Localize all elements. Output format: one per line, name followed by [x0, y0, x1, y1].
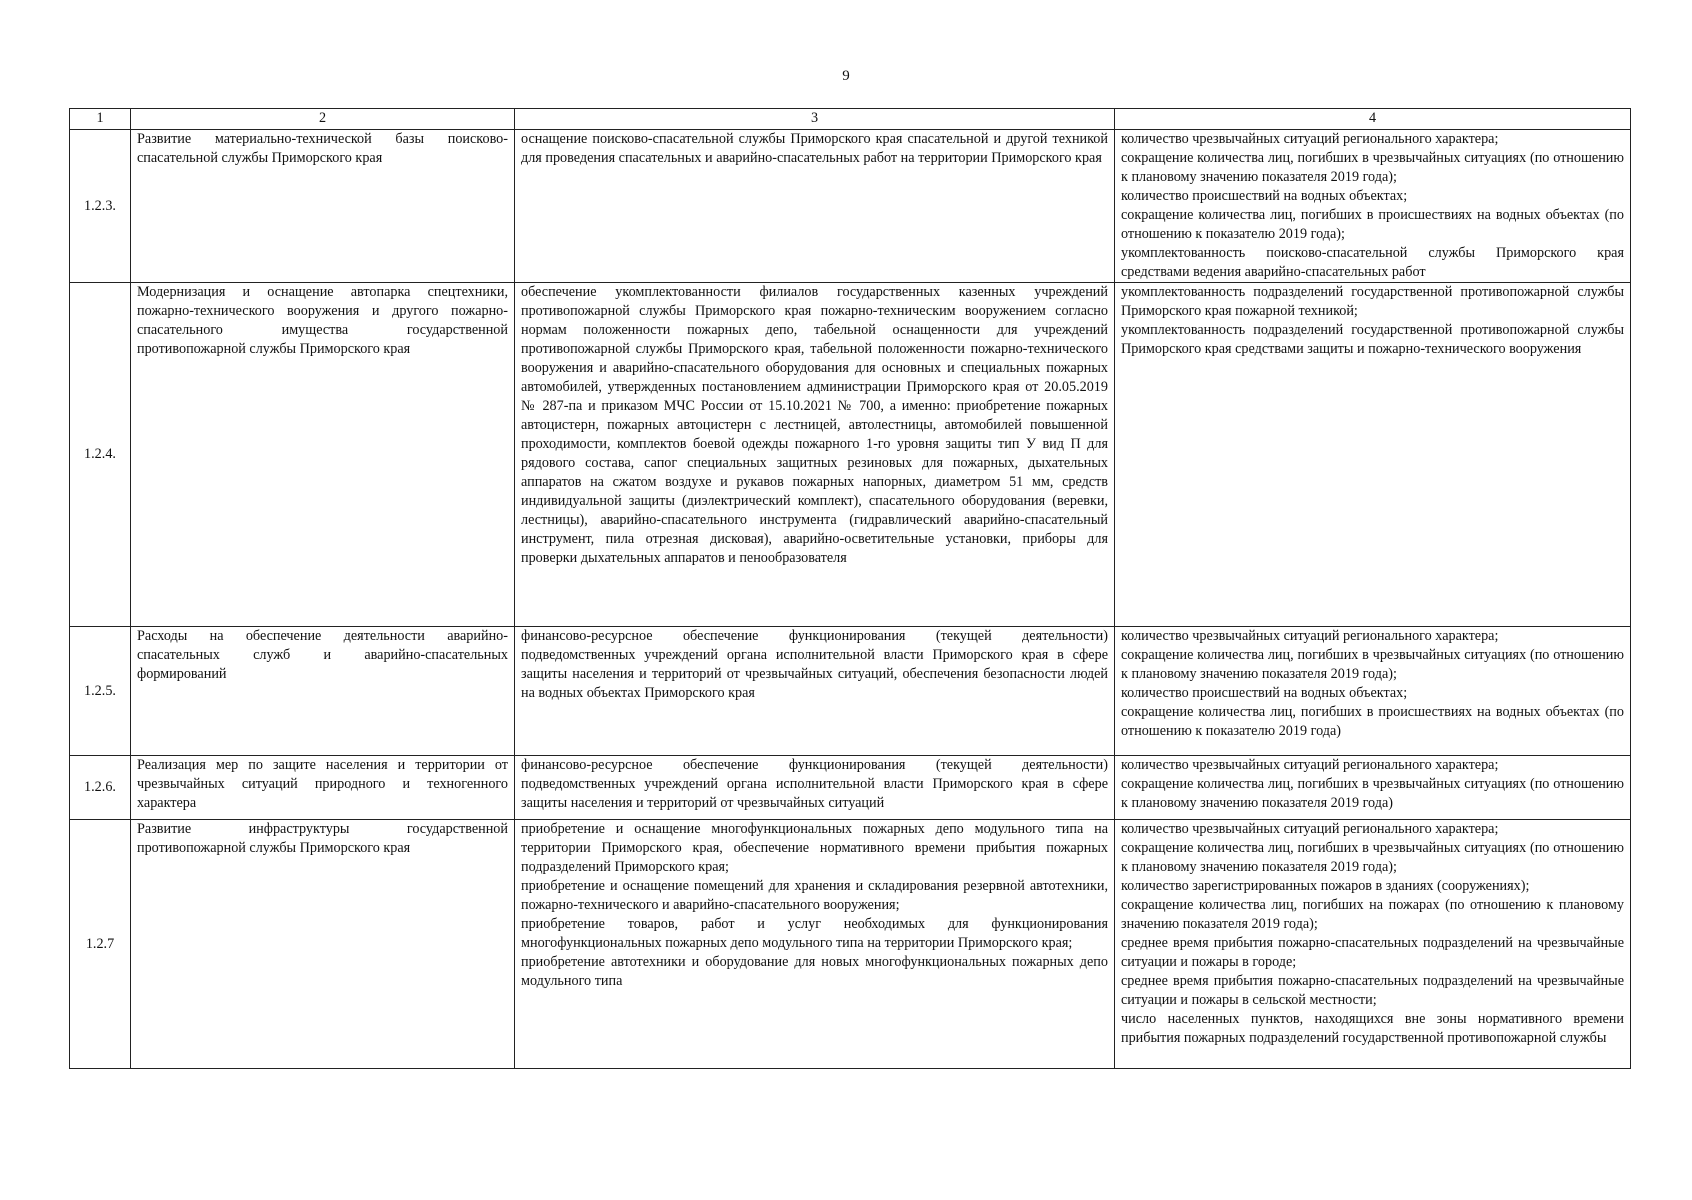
measure-content: приобретение и оснащение многофункциональных пожарных депо модульного типа на территории Приморского края, обеспечение нормативного времени прибытия пожарных подразделений Приморского края; [521, 821, 1108, 875]
table-body [70, 130, 1631, 1069]
indicator: среднее время прибытия пожарно-спасательных подразделений на чрезвычайные ситуации и пожары в сельской местности; [1121, 973, 1624, 1008]
indicator: количество происшествий на водных объектах; [1121, 685, 1408, 701]
measure-content: оснащение поисково-спасательной службы Приморского края спасательной и другой техникой для проведения спасательных и аварийно-спасательных работ на территории Приморского края [521, 131, 1108, 166]
indicator: количество происшествий на водных объектах; [1121, 188, 1408, 204]
indicator: укомплектованность подразделений государственной противопожарной службы Приморского края средствами защиты и пожарно-технического вооружения [1121, 322, 1624, 357]
indicator: количество зарегистрированных пожаров в зданиях (сооружениях); [1121, 878, 1530, 894]
measure-name-cell [131, 627, 515, 756]
row-number: 1.2.7 [70, 820, 131, 1069]
indicator: сокращение количества лиц, погибших в чрезвычайных ситуациях (по отношению к плановому значению показателя 2019 года); [1121, 647, 1624, 682]
indicators-cell [1115, 627, 1631, 756]
measure-name-cell [131, 756, 515, 820]
measure-content-cell [515, 627, 1115, 756]
column-header-2: 2 [131, 109, 515, 130]
measure-content-cell [515, 130, 1115, 283]
column-header-1: 1 [70, 109, 131, 130]
column-header-3: 3 [515, 109, 1115, 130]
row-number: 1.2.5. [70, 627, 131, 756]
measure-content: приобретение товаров, работ и услуг необходимых для функционирования многофункциональных пожарных депо модульного типа на территории Приморского края; [521, 916, 1108, 951]
indicator: количество чрезвычайных ситуаций регионального характера; [1121, 821, 1499, 837]
measure-content: финансово-ресурсное обеспечение функционирования (текущей деятельности) подведомственных учреждений органа исполнительной власти Приморского края в сфере защиты населения и территорий от чрезвычайных ситуаций, обеспечения безопасности людей на водных объектах Приморского края [521, 628, 1108, 701]
indicator: сокращение количества лиц, погибших в чрезвычайных ситуациях (по отношению к плановому значению показателя 2019 года) [1121, 776, 1624, 811]
measure-name: Реализация мер по защите населения и территории от чрезвычайных ситуаций природного и техногенного характера [137, 757, 508, 811]
indicator: сокращение количества лиц, погибших на пожарах (по отношению к плановому значению показателя 2019 года); [1121, 897, 1624, 932]
measure-content-cell [515, 283, 1115, 627]
table-row [70, 627, 1631, 756]
measure-name: Развитие материально-технической базы поисково-спасательной службы Приморского края [137, 131, 508, 166]
indicator: сокращение количества лиц, погибших в чрезвычайных ситуациях (по отношению к плановому значению показателя 2019 года); [1121, 150, 1624, 185]
measure-name: Развитие инфраструктуры государственной противопожарной службы Приморского края [137, 821, 508, 856]
header-row [70, 109, 1631, 130]
indicator: количество чрезвычайных ситуаций регионального характера; [1121, 628, 1499, 644]
table-header [70, 109, 1631, 130]
indicator: сокращение количества лиц, погибших в чрезвычайных ситуациях (по отношению к плановому значению показателя 2019 года); [1121, 840, 1624, 875]
indicator: число населенных пунктов, находящихся вне зоны нормативного времени прибытия пожарных подразделений государственной противопожарной службы [1121, 1011, 1624, 1046]
measure-name: Модернизация и оснащение автопарка спецтехники, пожарно-технического вооружения и другого пожарно-спасательного имущества государственной противопожарной службы Приморского края [137, 284, 508, 357]
indicator: количество чрезвычайных ситуаций регионального характера; [1121, 757, 1499, 773]
measures-table [69, 108, 1631, 1069]
table-row [70, 756, 1631, 820]
indicators-cell [1115, 820, 1631, 1069]
row-number: 1.2.3. [70, 130, 131, 283]
measure-name-cell [131, 283, 515, 627]
measure-content-cell [515, 820, 1115, 1069]
measure-name: Расходы на обеспечение деятельности аварийно-спасательных служб и аварийно-спасательных формирований [137, 628, 508, 682]
table-row [70, 130, 1631, 283]
table-row [70, 820, 1631, 1069]
indicator: сокращение количества лиц, погибших в происшествиях на водных объектах (по отношению к показателю 2019 года) [1121, 704, 1624, 739]
measure-content: приобретение автотехники и оборудование для новых многофункциональных пожарных депо модульного типа [521, 954, 1108, 989]
table-row [70, 283, 1631, 627]
indicator: укомплектованность поисково-спасательной службы Приморского края средствами ведения аварийно-спасательных работ [1121, 245, 1624, 280]
indicator: сокращение количества лиц, погибших в происшествиях на водных объектах (по отношению к показателю 2019 года); [1121, 207, 1624, 242]
indicators-cell [1115, 756, 1631, 820]
measure-content-cell [515, 756, 1115, 820]
page-number: 9 [842, 68, 850, 84]
indicator: количество чрезвычайных ситуаций регионального характера; [1121, 131, 1499, 147]
indicators-cell [1115, 130, 1631, 283]
measure-content: обеспечение укомплектованности филиалов государственных казенных учреждений противопожарной службы Приморского края пожарно-техническим вооружением согласно нормам положенности пожарных депо, табельной оснащенности для учреждений противопожарной службы Приморского края, табельной положенности пожарно-технического вооружения и аварийно-спасательного оборудования для основных и специальных пожарных автомобилей, утвержденных постановлением администрации Приморского края от 20.05.2019 № 287-па и приказом МЧС России от 15.10.2021 № 700, а именно: приобретение пожарных автоцистерн, пожарных автоцистерн с лестницей, автолестницы, автомобилей повышенной проходимости, комплектов боевой одежды пожарного 1-го уровня защиты тип У вид П для рядового состава, сапог специальных защитных резиновых для пожарных, дыхательных аппаратов на сжатом воздухе и рукавов пожарных напорных, диаметром 51 мм, средств индивидуальной защиты (диэлектрический комплект), спасательного оборудования (веревки, лестницы), аварийно-спасательного инструмента (гидравлический аварийно-спасательный инструмент, пила отрезная дисковая), аварийно-осветительные установки, приборы для проверки дыхательных аппаратов и пенообразователя [521, 284, 1108, 566]
measure-content: приобретение и оснащение помещений для хранения и складирования резервной автотехники, пожарно-технического и аварийно-спасательного вооружения; [521, 878, 1108, 913]
measure-content: финансово-ресурсное обеспечение функционирования (текущей деятельности) подведомственных учреждений органа исполнительной власти Приморского края в сфере защиты населения и территорий от чрезвычайных ситуаций [521, 757, 1108, 811]
column-header-4: 4 [1115, 109, 1631, 130]
row-number: 1.2.6. [70, 756, 131, 820]
indicator: укомплектованность подразделений государственной противопожарной службы Приморского края пожарной техникой; [1121, 284, 1624, 319]
indicator: среднее время прибытия пожарно-спасательных подразделений на чрезвычайные ситуации и пожары в городе; [1121, 935, 1624, 970]
row-number: 1.2.4. [70, 283, 131, 627]
measure-name-cell [131, 130, 515, 283]
measure-name-cell [131, 820, 515, 1069]
indicators-cell [1115, 283, 1631, 627]
